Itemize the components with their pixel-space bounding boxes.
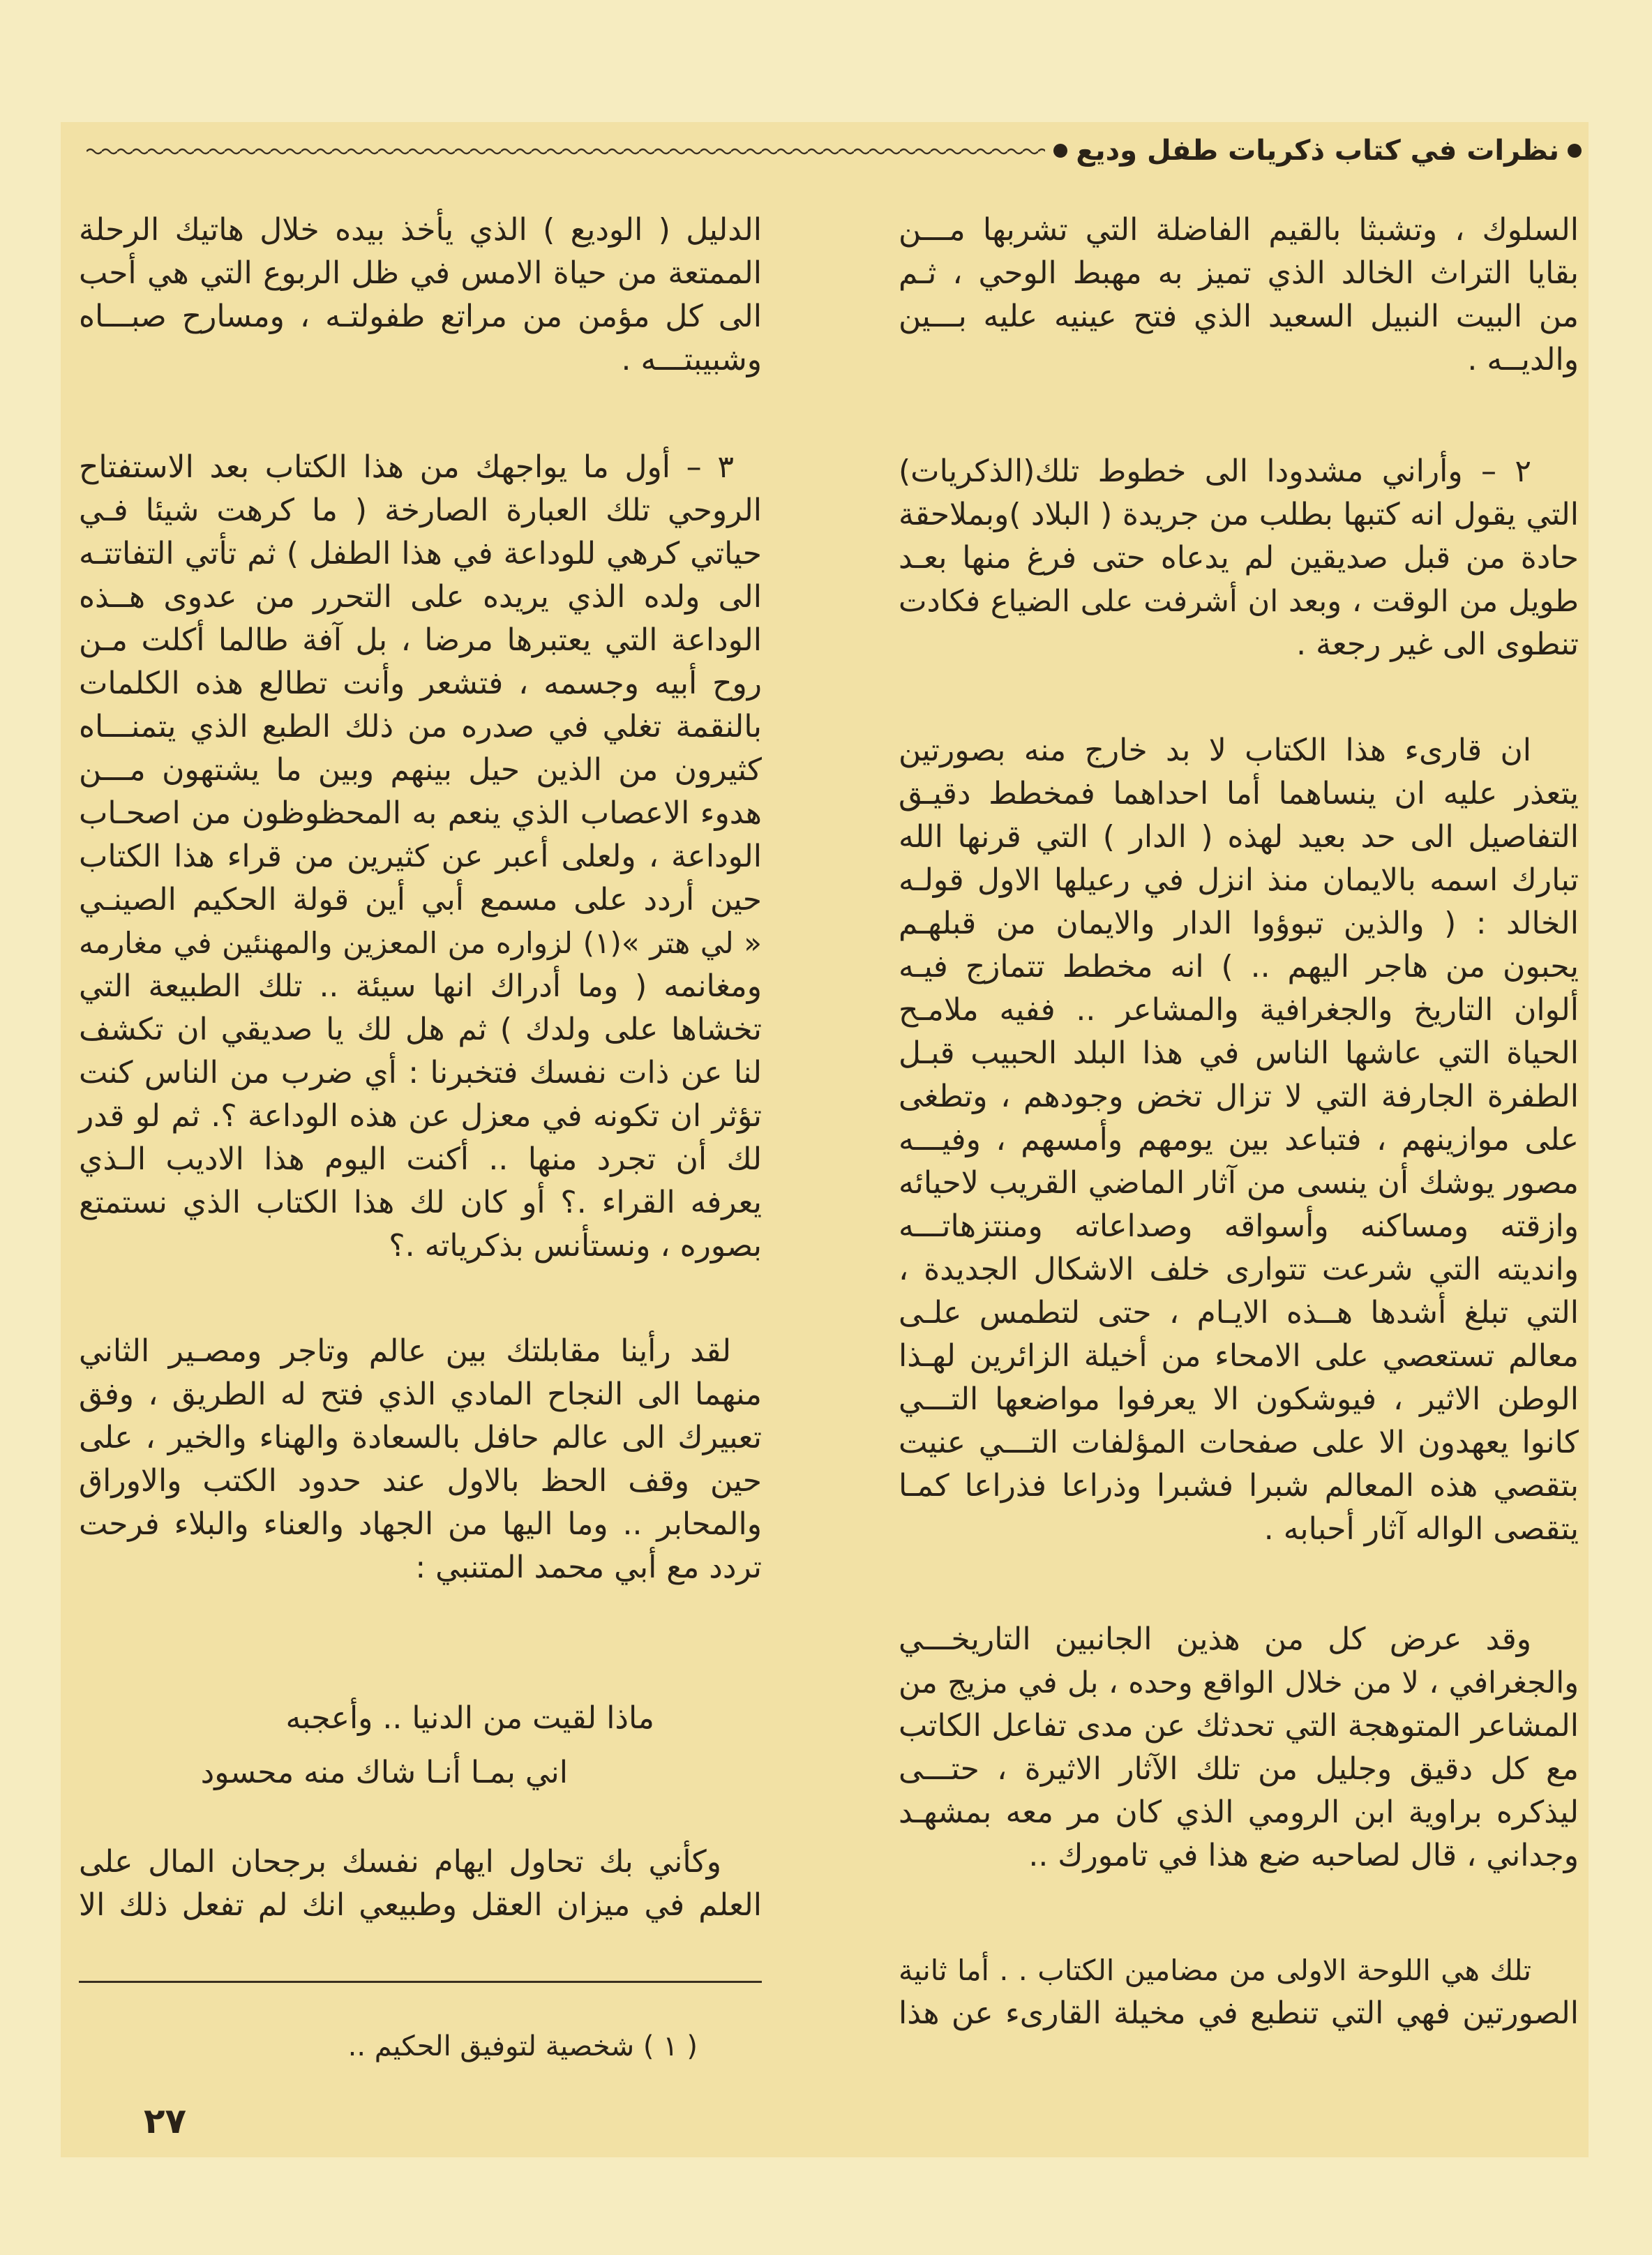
text-line: الى كل مؤمن من مراتع طفولتـه ، ومسارح صبـــاه	[79, 299, 762, 334]
text-line: يعرفه القراء .؟ أو كان لك هذا الكتاب الذي نستمتع	[79, 1185, 762, 1220]
text-line: حين أردد على مسمع أبي أين قولة الحكيم الصينـي	[79, 882, 762, 917]
text-line: تؤثر ان تكونه في معزل عن هذه الوداعة ؟. ثم لو قدر	[79, 1098, 762, 1134]
text-line: مصور يوشك أن ينسى من آثار الماضي القريب لاحيائه	[899, 1165, 1579, 1201]
text-line: ان قارىء هذا الكتاب لا بد خارج منه بصورتين	[899, 733, 1531, 768]
text-line: الدليل ( الوديع ) الذي يأخذ بيده خلال هاتيك الرحلة	[79, 212, 762, 248]
text-line: والجغرافي ، لا من خلال الواقع وحده ، بل في مزيج من	[899, 1665, 1579, 1700]
text-line: المشاعر المتوهجة التي تحدثك عن مدى تفاعل الكاتب	[899, 1708, 1579, 1744]
text-line: التي تبلغ أشدها هــذه الايـام ، حتى لتطمس علـى	[899, 1295, 1579, 1331]
text-line: الوطن الاثير ، فيوشكون الا يعرفوا مواضعها التـــي	[899, 1381, 1579, 1417]
text-line: العلم في ميزان العقل وطبيعي انك لم تفعل ذلك الا	[79, 1887, 762, 1923]
paragraph	[899, 209, 1579, 382]
text-line: الوداعة ، ولعلى أعبر عن كثيرين من قراء هذا الكتاب	[79, 839, 762, 874]
text-line: بالنقمة تغلي في صدره من ذلك الطبع الذي يتمنـــاه	[79, 709, 762, 744]
text-line: بقايا التراث الخالد الذي تميز به مهبط الوحي ، ثـم	[899, 255, 1579, 291]
text-line: طويل من الوقت ، وبعد ان أشرفت على الضياع فكادت	[899, 584, 1579, 619]
text-line: السلوك ، وتشبثا بالقيم الفاضلة التي تشربها مـــن	[899, 212, 1579, 248]
text-line: تردد مع أبي محمد المتنبي :	[415, 1550, 762, 1585]
text-line: الى ولده الذي يريده على التحرر من عدوى هــذه	[79, 579, 762, 615]
text-line: ٢ – وأراني مشدودا الى خطوط تلك(الذكريات)	[899, 454, 1531, 489]
text-line: يتقصى الواله آثار أحبابه .	[1263, 1511, 1579, 1547]
paragraph	[899, 1618, 1579, 1878]
text-line: على موازينهم ، فتباعد بين يومهم وأمسهم ، وفيـــه	[899, 1122, 1579, 1158]
text-line: الخالد : ( والذين تبوؤوا الدار والايمان من قبلهـم	[899, 906, 1579, 941]
text-line: تنطوى الى غير رجعة .	[1296, 627, 1579, 662]
bullet-icon	[1568, 144, 1582, 158]
text-line: بتقصي هذه المعالم شبرا فشبرا وذراعا فذراعا كمـا	[899, 1468, 1579, 1504]
poem-verse	[79, 1697, 762, 1740]
text-line: لك أن تجرد منها .. أكنت اليوم هذا الاديب الـذي	[79, 1141, 762, 1177]
text-line: الحياة التي عاشها الناس في هذا البلد الحبيب قبـل	[899, 1035, 1579, 1071]
text-line: والمحابر .. وما اليها من الجهاد والعناء والبلاء فرحت	[79, 1506, 762, 1542]
poem-line: ماذا لقيت من الدنيا .. وأعجبه	[285, 1700, 654, 1736]
text-line: حين وقف الحظ بالاول عند حدود الكتب والاوراق	[79, 1463, 762, 1499]
paragraph	[899, 729, 1579, 1551]
text-line: الصورتين فهي التي تنطبع في مخيلة القارىء عن هذا	[899, 1995, 1579, 2031]
text-line: بصوره ، ونستأنس بذكرياته .؟	[389, 1228, 762, 1264]
running-header	[87, 130, 1582, 172]
text-line: ومغانمه ( وما أدراك انها سيئة .. تلك الطبيعة التي	[79, 968, 762, 1004]
text-line: الوداعة التي يعتبرها مرضا ، بل آفة طالما أكلت مـن	[79, 622, 762, 658]
text-line: وانديته التي شرعت تتوارى خلف الاشكال الجديدة ،	[899, 1252, 1579, 1287]
paragraph	[899, 450, 1579, 666]
paragraph	[79, 209, 762, 382]
text-line: التي يقول انه كتبها بطلب من جريدة ( البلاد )وبملاحقة	[899, 497, 1579, 532]
footnote: ( ١ ) شخصية لتوفيق الحكيم ..	[347, 2030, 698, 2062]
text-line: وازقته ومساكنه وأسواقه وصداعاته ومنتزهاتـــه	[899, 1208, 1579, 1244]
poem-verse	[79, 1751, 762, 1795]
text-line: الطفرة الجارفة التي لا تزال تخض وجودهم ، وتطغى	[899, 1079, 1579, 1114]
text-line: منهما الى النجاح المادي الذي فتح له الطريق ، وفق	[79, 1377, 762, 1412]
text-line: التفاصيل الى حد بعيد لهذه ( الدار ) التي قرنها الله	[899, 819, 1579, 855]
text-line: لنا عن ذات نفسك فتخبرنا : أي ضرب من الناس كنت	[79, 1055, 762, 1091]
text-line: وجداني ، قال لصاحبه ضع هذا في تامورك ..	[1028, 1838, 1579, 1873]
paragraph	[79, 1330, 762, 1589]
text-line: الممتعة من حياة الامس في ظل الربوع التي هي أحب	[79, 255, 762, 291]
text-line: الروحي تلك العبارة الصارخة ( ما كرهت شيئا فـي	[79, 493, 762, 528]
header-title: نظرات في كتاب ذكريات طفل وديع	[1076, 135, 1559, 167]
paragraph	[79, 1841, 762, 1927]
page-number: ٢٧	[144, 2101, 187, 2141]
text-line: ٣ – أول ما يواجهك من هذا الكتاب بعد الاستفتاح	[79, 449, 734, 485]
paragraph	[899, 1949, 1579, 2035]
text-line: تعبيرك الى عالم حافل بالسعادة والهناء والخير ، على	[79, 1420, 762, 1455]
footnote-separator	[79, 1981, 762, 1983]
wavy-rule	[87, 145, 1045, 156]
text-line: كثيرون من الذين حيل بينهم وبين ما يشتهون مـــن	[79, 752, 762, 788]
text-line: من البيت النبيل السعيد الذي فتح عينيه عليه بـــين	[899, 299, 1579, 334]
paragraph	[79, 446, 762, 1268]
text-line: حادة من قبل صديقين لم يدعاه حتى فرغ منها بعـد	[899, 540, 1579, 576]
text-line: « لي هتر »(١) لزواره من المعزين والمهنئين في مغارمه	[79, 926, 762, 960]
text-line: ألوان التاريخ والجغرافية والمشاعر .. ففيه ملامـح	[899, 992, 1579, 1028]
text-line: وشبيبتـــه .	[621, 342, 762, 377]
text-line: هدوء الاعصاب الذي ينعم به المحظوظون من اصحـاب	[79, 795, 762, 831]
poem-line: اني بمـا أنـا شاك منه محسود	[200, 1755, 568, 1790]
text-line: وقد عرض كل من هذين الجانبين التاريخـــي	[899, 1621, 1531, 1657]
text-line: مع كل دقيق وجليل من تلك الآثار الاثيرة ، حتـــى	[899, 1751, 1579, 1787]
text-line: معالم تستعصي على الامحاء من أخيلة الزائرين لهـذا	[899, 1338, 1579, 1374]
text-line: يحبون من هاجر اليهم .. ) انه مخطط تتمازج فيـه	[899, 949, 1579, 984]
text-line: لقد رأينا مقابلتك بين عالم وتاجر ومصـير الثاني	[79, 1333, 731, 1369]
text-line: حياتي كرهي للوداعة في هذا الطفل ) ثم تأتي التفاتتـه	[79, 536, 762, 571]
text-line: كانوا يعهدون الا على صفحات المؤلفات التـــي عنيت	[899, 1425, 1579, 1460]
text-line: تبارك اسمه بالايمان منذ انزل في رعيلها الاول قولـه	[899, 862, 1579, 898]
text-line: تخشاها على ولدك ) ثم هل لك يا صديقي ان تكشف	[79, 1012, 762, 1047]
text-line: يتعذر عليه ان ينساهما أما احداهما فمخطط دقيـق	[899, 776, 1579, 811]
text-line: تلك هي اللوحة الاولى من مضامين الكتاب . . أما ثانية	[899, 1954, 1531, 1987]
text-line: وكأني بك تحاول ايهام نفسك برجحان المال على	[79, 1844, 721, 1880]
text-line: والديــه .	[1467, 342, 1579, 377]
bullet-icon	[1053, 144, 1067, 158]
text-line: ليذكره براوية ابن الرومي الذي كان مر معه بمشهـد	[899, 1795, 1579, 1830]
text-line: روح أبيه وجسمه ، فتشعر وأنت تطالع هذه الكلمات	[79, 666, 762, 701]
